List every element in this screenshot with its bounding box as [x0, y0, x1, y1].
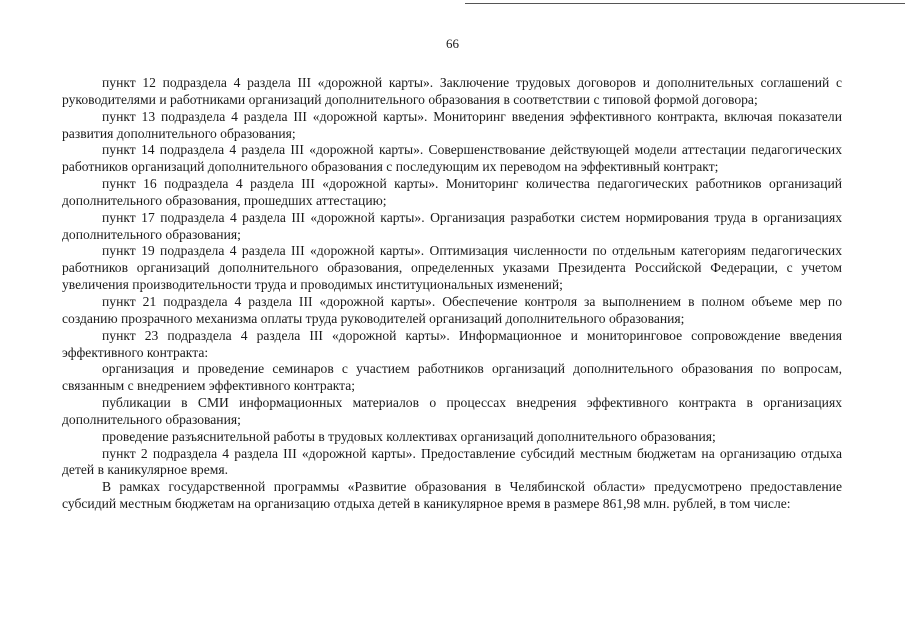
page-number: 66 [446, 36, 459, 51]
paragraph: пункт 12 подраздела 4 раздела III «дорожной карты». Заключение трудовых договоров и дополнительных соглашений с руководителями и работниками организаций дополнительного образования в соответствии с типовой формой договора; [62, 75, 842, 107]
paragraph: проведение разъяснительной работы в трудовых коллективах организаций дополнительного образования; [102, 428, 716, 444]
paragraph: пункт 14 подраздела 4 раздела III «дорожной карты». Совершенствование действующей модели аттестации педагогических работников организаций дополнительного образования с последующим их переводом на эффективный контракт; [62, 142, 842, 175]
document-body [62, 75, 842, 513]
paragraph: пункт 21 подраздела 4 раздела III «дорожной карты». Обеспечение контроля за выполнением в полном объеме мер по созданию прозрачного механизма оплаты труда руководителей организаций дополнительного образования; [62, 293, 842, 326]
paragraph: пункт 23 подраздела 4 раздела III «дорожной карты». Информационное и мониторинговое сопровождение введения эффективного контракта: [62, 327, 842, 360]
paragraph: В рамках государственной программы «Развитие образования в Челябинской области» предусмотрено предоставление субсидий местным бюджетам на организацию отдыха детей в каникулярное время в размере 861,98 млн. рублей, в том числе: [62, 479, 842, 512]
paragraph: пункт 17 подраздела 4 раздела III «дорожной карты». Организация разработки систем нормирования труда в организациях дополнительного образования; [62, 209, 842, 242]
paragraph: пункт 19 подраздела 4 раздела III «дорожной карты». Оптимизация численности по отдельным категориям педагогических работников организаций дополнительного образования, определенных указами Президента Российской Федерации, с учетом увеличения производительности труда и проводимых институциональных изменений; [62, 243, 842, 293]
top-rule [465, 3, 905, 4]
paragraph: организация и проведение семинаров с участием работников организаций дополнительного образования по вопросам, связанным с внедрением эффективного контракта; [62, 361, 842, 394]
paragraph: пункт 13 подраздела 4 раздела III «дорожной карты». Мониторинг введения эффективного контракта, включая показатели развития дополнительного образования; [62, 108, 842, 141]
paragraph: публикации в СМИ информационных материалов о процессах внедрения эффективного контракта в организациях дополнительного образования; [62, 395, 842, 427]
paragraph: пункт 16 подраздела 4 раздела III «дорожной карты». Мониторинг количества педагогических работников организаций дополнительного образования, прошедших аттестацию; [62, 176, 842, 208]
paragraph: пункт 2 подраздела 4 раздела III «дорожной карты». Предоставление субсидий местным бюджетам на организацию отдыха детей в каникулярное время. [62, 445, 842, 478]
